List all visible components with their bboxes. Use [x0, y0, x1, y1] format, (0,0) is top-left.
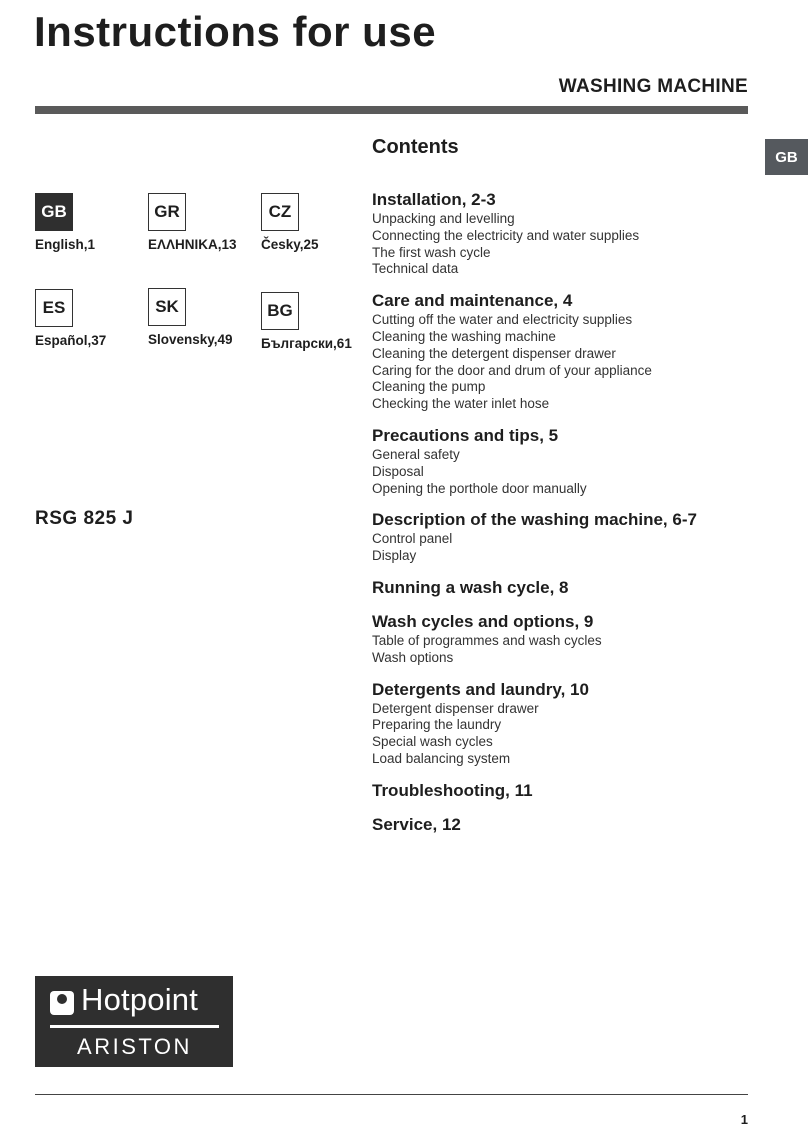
toc-item[interactable]: Unpacking and levelling: [372, 211, 515, 226]
language-es[interactable]: [35, 289, 150, 348]
document-subtitle: WASHING MACHINE: [558, 76, 748, 97]
toc-section-title[interactable]: Troubleshooting, 11: [372, 780, 533, 800]
toc-item[interactable]: Table of programmes and wash cycles: [372, 632, 602, 648]
toc-item[interactable]: Checking the water inlet hose: [372, 396, 550, 412]
language-cz[interactable]: [261, 193, 376, 252]
language-label: English,1: [35, 237, 96, 252]
toc-section: [372, 290, 762, 413]
language-label: Slovensky,49: [148, 332, 233, 347]
toc-section-title[interactable]: Detergents and laundry, 10: [372, 679, 589, 699]
toc-item[interactable]: Load balancing system: [372, 750, 511, 766]
language-code-box: SK: [148, 288, 186, 326]
language-gb[interactable]: [35, 193, 150, 252]
language-side-tab: GB: [765, 139, 808, 175]
logo-divider: [50, 1025, 219, 1028]
model-number: RSG 825 J: [35, 508, 134, 529]
header-divider: [35, 106, 748, 114]
language-code-box: GB: [35, 193, 73, 231]
language-label: Español,37: [35, 333, 107, 348]
toc-item[interactable]: Disposal: [372, 463, 424, 479]
page-number: 1: [740, 1112, 748, 1127]
toc-item[interactable]: Caring for the door and drum of your appliance: [372, 362, 652, 378]
table-of-contents: [372, 189, 762, 848]
toc-section: [372, 780, 762, 802]
toc-section-title[interactable]: Care and maintenance, 4: [372, 291, 573, 311]
language-sk[interactable]: [148, 288, 263, 347]
toc-section: [372, 577, 762, 599]
toc-section-title[interactable]: Running a wash cycle, 8: [372, 577, 569, 597]
logo-brand-text: Hotpoint: [81, 982, 199, 1017]
language-gr[interactable]: [148, 193, 263, 252]
footer-divider: [35, 1094, 748, 1095]
toc-item[interactable]: Preparing the laundry: [372, 717, 502, 733]
toc-section-title[interactable]: Precautions and tips, 5: [372, 425, 559, 445]
language-code-box: ES: [35, 289, 73, 327]
toc-item[interactable]: Display: [372, 548, 417, 564]
toc-section-title[interactable]: Service, 12: [372, 814, 461, 834]
toc-section: [372, 189, 762, 278]
toc-section-title[interactable]: Wash cycles and options, 9: [372, 611, 594, 631]
toc-section: [372, 611, 762, 667]
toc-item[interactable]: Connecting the electricity and water supplies: [372, 227, 640, 243]
toc-item[interactable]: Cleaning the detergent dispenser drawer: [372, 345, 616, 361]
toc-item[interactable]: Technical data: [372, 261, 459, 277]
toc-item[interactable]: Control panel: [372, 531, 453, 547]
hotpoint-logo-icon: [50, 991, 74, 1015]
toc-item[interactable]: Wash options: [372, 649, 454, 665]
toc-section: [372, 509, 762, 565]
logo-sub-text: ARISTON: [77, 1034, 192, 1059]
language-label: Български,61: [261, 336, 352, 351]
language-code-box: BG: [261, 292, 299, 330]
language-bg[interactable]: [261, 292, 376, 351]
toc-section-title[interactable]: Description of the washing machine, 6-7: [372, 510, 697, 530]
toc-section: [372, 814, 762, 836]
language-label: Česky,25: [261, 237, 319, 252]
toc-item[interactable]: The first wash cycle: [372, 244, 491, 260]
toc-section: [372, 425, 762, 497]
hotpoint-ariston-logo: [35, 976, 233, 1067]
toc-item[interactable]: Detergent dispenser drawer: [372, 700, 539, 716]
page-title: Instructions for use: [34, 8, 437, 55]
language-code-box: CZ: [261, 193, 299, 231]
toc-item[interactable]: Special wash cycles: [372, 734, 493, 750]
contents-heading: Contents: [372, 136, 459, 158]
toc-item[interactable]: Opening the porthole door manually: [372, 480, 587, 496]
toc-item[interactable]: Cleaning the pump: [372, 379, 486, 395]
language-code-box: GR: [148, 193, 186, 231]
toc-section-title[interactable]: Installation, 2-3: [372, 190, 496, 209]
toc-item[interactable]: Cutting off the water and electricity supplies: [372, 312, 633, 328]
language-label: ΕΛΛΗΝΙΚΑ,13: [148, 237, 237, 252]
toc-section: [372, 679, 762, 768]
toc-item[interactable]: Cleaning the washing machine: [372, 328, 556, 344]
toc-item[interactable]: General safety: [372, 446, 460, 462]
